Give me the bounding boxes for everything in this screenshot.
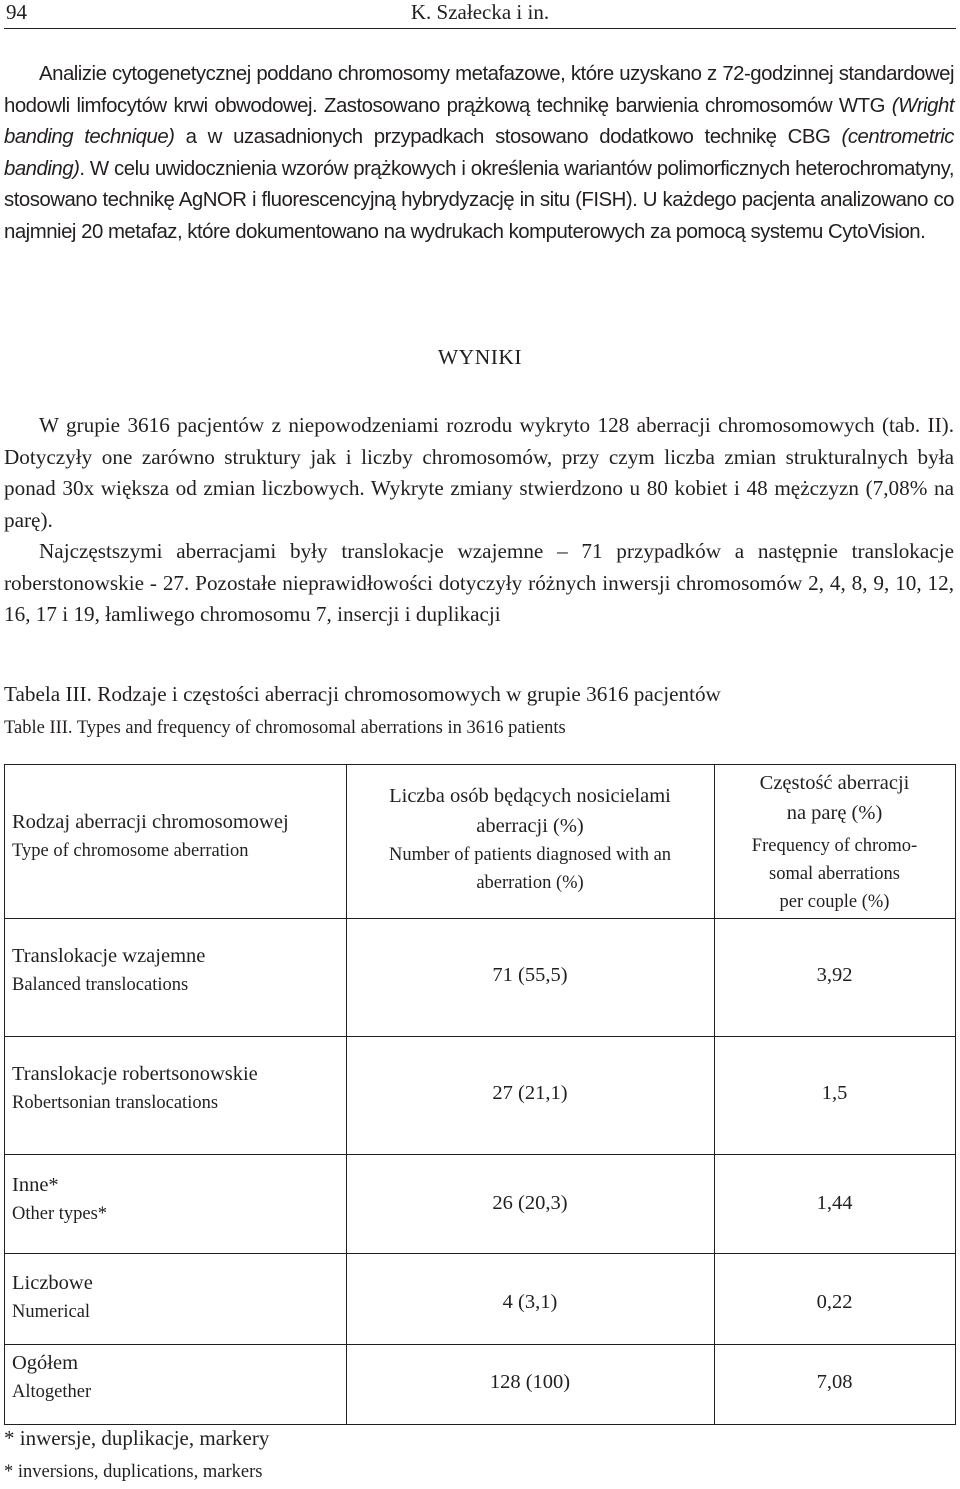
header-frequency-pl-2: na parę (%) xyxy=(786,802,883,824)
methods-italic-b: (centrometric banding) xyxy=(4,126,954,180)
row-type-en: Numerical xyxy=(12,1302,91,1322)
row-type-en: Other types* xyxy=(12,1204,108,1224)
row-frequency: 1,5 xyxy=(821,1082,848,1104)
row-type-cell xyxy=(5,1268,346,1326)
row-patients: 26 (20,3) xyxy=(492,1192,568,1214)
running-head-authors: K. Szałecka i in. xyxy=(410,0,550,24)
header-patients-pl-2: aberracji (%) xyxy=(476,815,584,837)
row-divider xyxy=(5,1253,955,1254)
results-paragraph-1 xyxy=(4,410,954,536)
row-type-en: Balanced translocations xyxy=(12,975,189,995)
row-type-pl: Inne* xyxy=(12,1174,59,1196)
header-frequency-pl-1: Częstość aberracji xyxy=(759,772,910,794)
row-divider xyxy=(5,918,955,919)
row-type-cell xyxy=(5,1170,346,1228)
header-type-pl: Rodzaj aberracji chromosomowej xyxy=(12,811,289,833)
header-frequency-en-2: somal aberrations xyxy=(769,864,900,884)
results-paragraph-2 xyxy=(4,536,954,631)
methods-italic-a: (Wright banding technique) xyxy=(4,94,954,148)
row-frequency: 7,08 xyxy=(816,1371,853,1393)
results-para1-text: W grupie 3616 pacjentów z niepowodzeniami rozrodu wykryto 128 aberracji chromosomowych (tab. II). Dotyczyły one zarówno struktury jak i liczby chromosomów, przy czym liczba zmian strukturalnych była ponad 30x większa od zmian liczbowych. Wykryte zmiany stwierdzono u 80 kobiet i 48 mężczyzn (7,08% na parę). xyxy=(4,413,954,532)
row-divider xyxy=(5,1344,955,1345)
row-divider xyxy=(5,1036,955,1037)
running-head xyxy=(4,0,956,29)
table-footnote-en: * inversions, duplications, markers xyxy=(4,1462,263,1482)
row-patients: 4 (3,1) xyxy=(502,1291,558,1313)
table-caption-pl: Tabela III. Rodzaje i częstości aberracji chromosomowych w grupie 3616 pacjentów xyxy=(4,682,721,706)
row-frequency: 1,44 xyxy=(816,1192,853,1214)
row-frequency: 3,92 xyxy=(816,964,853,986)
row-frequency: 0,22 xyxy=(816,1291,853,1313)
header-cell-frequency xyxy=(714,768,955,916)
row-type-en: Robertsonian translocations xyxy=(12,1093,219,1113)
results-para2-text: Najczęstszymi aberracjami były translokacje wzajemne – 71 przypadków a następnie translokacje roberstonowskie - 27. Pozostałe nieprawidłowości dotyczyły różnych inwersji chromosomów 2, 4, 8, 9, 10, 12, 16, 17 i 19, łamliwego chromosomu 7, insercji i duplikacji xyxy=(4,539,954,626)
row-type-cell xyxy=(5,941,346,999)
row-patients: 71 (55,5) xyxy=(492,964,568,986)
row-type-en: Altogether xyxy=(12,1382,92,1402)
row-divider xyxy=(5,1154,955,1155)
row-type-pl: Liczbowe xyxy=(12,1272,93,1294)
header-cell-type xyxy=(5,807,346,865)
header-frequency-en-1: Frequency of chromo- xyxy=(751,836,918,856)
table-caption-en: Table III. Types and frequency of chromosomal aberrations in 3616 patients xyxy=(4,718,566,738)
row-patients: 27 (21,1) xyxy=(492,1082,568,1104)
methods-text-c: . W celu uwidocznienia wzorów prążkowych i określenia wariantów polimorficznych heterochromatyny, stosowano technikę AgNOR i fluorescencyjną hybrydyzację in situ (FISH). U każdego pacjenta analizowano co najmniej 20 metafaz, które dokumentowano na wydrukach komputerowych za pomocą systemu CytoVision. xyxy=(4,157,954,243)
section-heading-results: WYNIKI xyxy=(437,345,523,369)
header-patients-pl-1: Liczba osób będących nosicielami xyxy=(389,785,671,807)
row-type-cell xyxy=(5,1059,346,1117)
table-footnote-pl: * inwersje, duplikacje, markery xyxy=(4,1426,270,1450)
header-type-en: Type of chromosome aberration xyxy=(12,841,249,861)
methods-text-b: a w uzasadnionych przypadkach stosowano dodatkowo technikę CBG xyxy=(174,126,842,148)
header-frequency-en-3: per couple (%) xyxy=(779,892,890,912)
header-patients-en-2: aberration (%) xyxy=(476,873,584,893)
methods-paragraph xyxy=(4,59,954,248)
header-patients-en-1: Number of patients diagnosed with an xyxy=(388,845,672,865)
header-cell-patients xyxy=(346,781,714,897)
row-patients: 128 (100) xyxy=(489,1371,571,1393)
row-type-pl: Translokacje robertsonowskie xyxy=(12,1063,258,1085)
methods-text-a: Analizie cytogenetycznej poddano chromosomy metafazowe, które uzyskano z 72-godzinnej standardowej hodowli limfocytów krwi obwodowej. Zastosowano prążkową technikę barwienia chromosomów WTG xyxy=(4,63,954,117)
row-type-pl: Ogółem xyxy=(12,1352,79,1374)
aberrations-table xyxy=(4,764,956,1425)
row-type-pl: Translokacje wzajemne xyxy=(12,945,206,967)
row-type-cell xyxy=(5,1348,346,1406)
page-number: 94 xyxy=(6,0,27,24)
